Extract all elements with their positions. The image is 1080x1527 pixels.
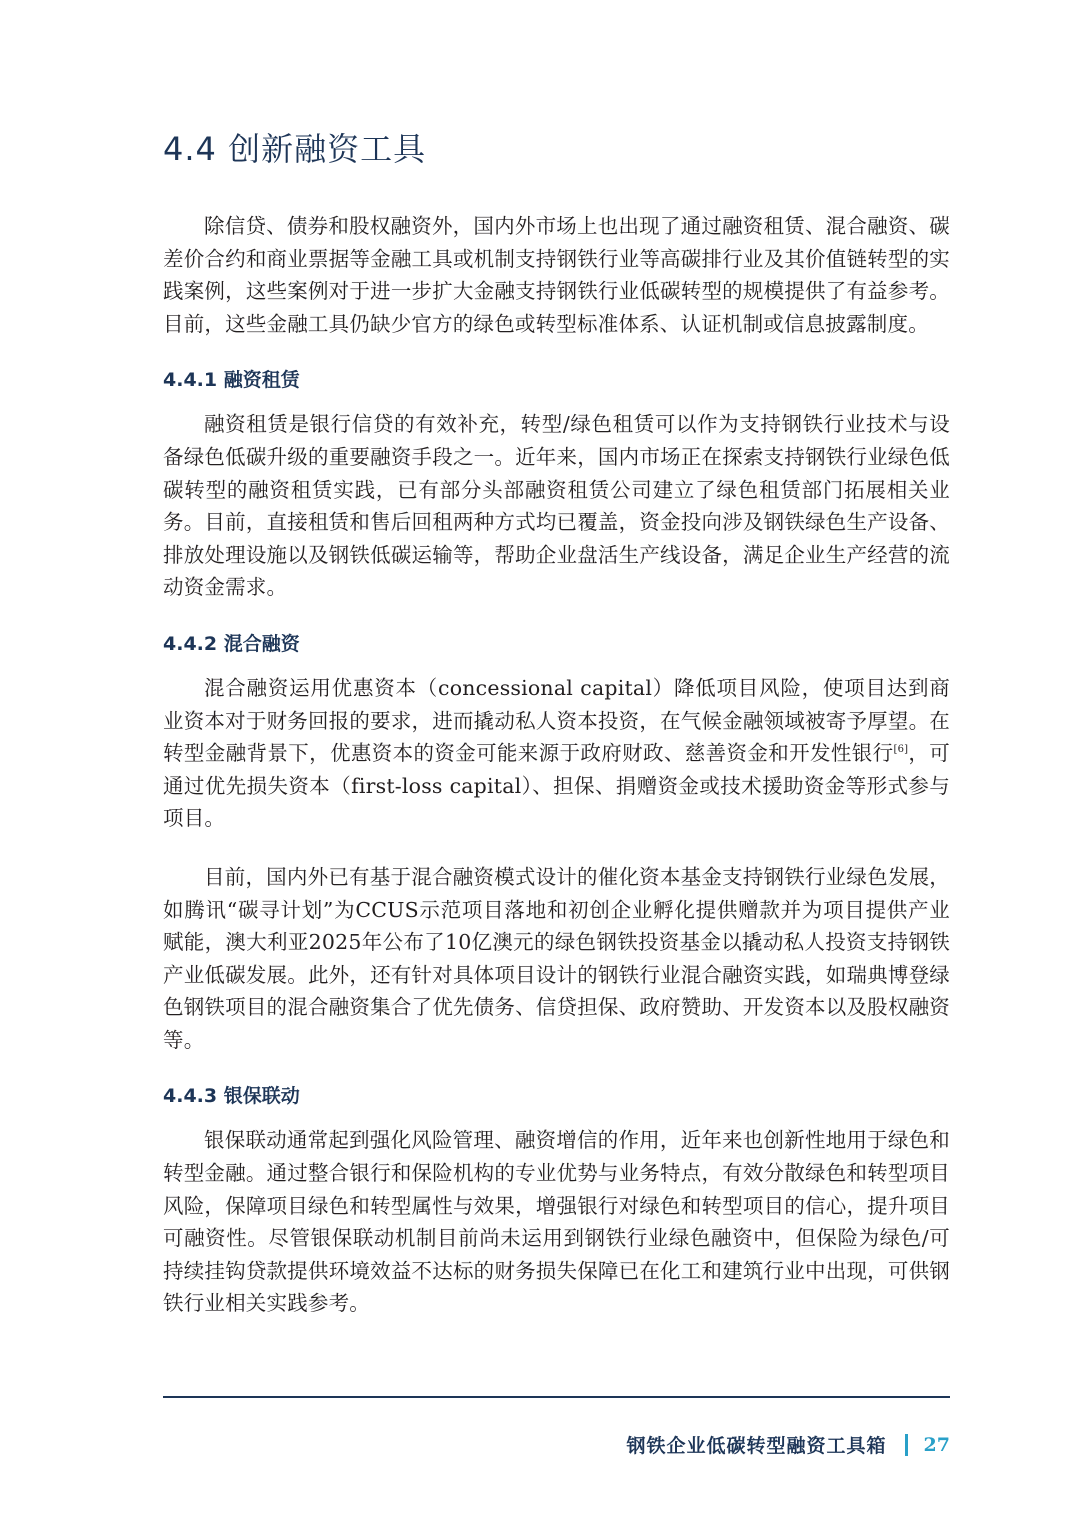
section-title: 4.4 创新融资工具	[163, 130, 427, 168]
blended-p1-text-a: 混合融资运用优惠资本（concessional capital）降低项目风险，使项目达到商业资本对于财务回报的要求，进而撬动私人资本投资，在气候金融领域被寄予厚望。在转型金融背景下，优惠资本的资金可能来源于政府财政、慈善资金和开发性银行	[163, 675, 950, 766]
page-content	[163, 128, 950, 1346]
page-number: 27	[923, 1433, 950, 1456]
footer-separator	[905, 1434, 908, 1456]
citation-ref[interactable]: [6]	[893, 744, 909, 756]
leasing-paragraph: 融资租赁是银行信贷的有效补充，转型/绿色租赁可以作为支持钢铁行业技术与设备绿色低碳升级的重要融资手段之一。近年来，国内市场正在探索支持钢铁行业绿色低碳转型的融资租赁实践，已有部分头部融资租赁公司建立了绿色租赁部门拓展相关业务。目前，直接租赁和售后回租两种方式均已覆盖，资金投向涉及钢铁绿色生产设备、排放处理设施以及钢铁低碳运输等，帮助企业盘活生产线设备，满足企业生产经营的流动资金需求。	[163, 412, 950, 600]
footer-title: 钢铁企业低碳转型融资工具箱	[626, 1435, 887, 1457]
subsection-heading-leasing: 4.4.1 融资租赁	[163, 369, 300, 392]
bank-insurance-paragraph: 银保联动通常起到强化风险管理、融资增信的作用，近年来也创新性地用于绿色和转型金融。通过整合银行和保险机构的专业优势与业务特点，有效分散绿色和转型项目风险，保障项目绿色和转型属性与效果，增强银行对绿色和转型项目的信心，提升项目可融资性。尽管银保联动机制目前尚未运用到钢铁行业绿色融资中，但保险为绿色/可持续挂钩贷款提供环境效益不达标的财务损失保障已在化工和建筑行业中出现，可供钢铁行业相关实践参考。	[163, 1128, 950, 1316]
blended-paragraph-2: 目前，国内外已有基于混合融资模式设计的催化资本基金支持钢铁行业绿色发展，如腾讯“碳寻计划”为CCUS示范项目落地和初创企业孵化提供赠款并为项目提供产业赋能，澳大利亚2025年公布了10亿澳元的绿色钢铁投资基金以撬动私人投资支持钢铁产业低碳发展。此外，还有针对具体项目设计的钢铁行业混合融资实践，如瑞典博登绿色钢铁项目的混合融资集合了优先债务、信贷担保、政府赞助、开发资本以及股权融资等。	[163, 864, 950, 1052]
subsection-heading-blended: 4.4.2 混合融资	[163, 632, 300, 655]
footer-divider	[163, 1396, 950, 1398]
subsection-heading-bank-insurance: 4.4.3 银保联动	[163, 1085, 300, 1108]
page-footer	[627, 1431, 950, 1458]
blended-paragraph-1	[163, 672, 950, 835]
section-intro: 除信贷、债券和股权融资外，国内外市场上也出现了通过融资租赁、混合融资、碳差价合约和商业票据等金融工具或机制支持钢铁行业等高碳排行业及其价值链转型的实践案例，这些案例对于进一步扩大金融支持钢铁行业低碳转型的规模提供了有益参考。目前，这些金融工具仍缺少官方的绿色或转型标准体系、认证机制或信息披露制度。	[163, 214, 950, 336]
blended-p1-text-b: ，可通过优先损失资本（first-loss capital）、担保、捐赠资金或技术援助资金等形式参与项目。	[163, 741, 950, 831]
